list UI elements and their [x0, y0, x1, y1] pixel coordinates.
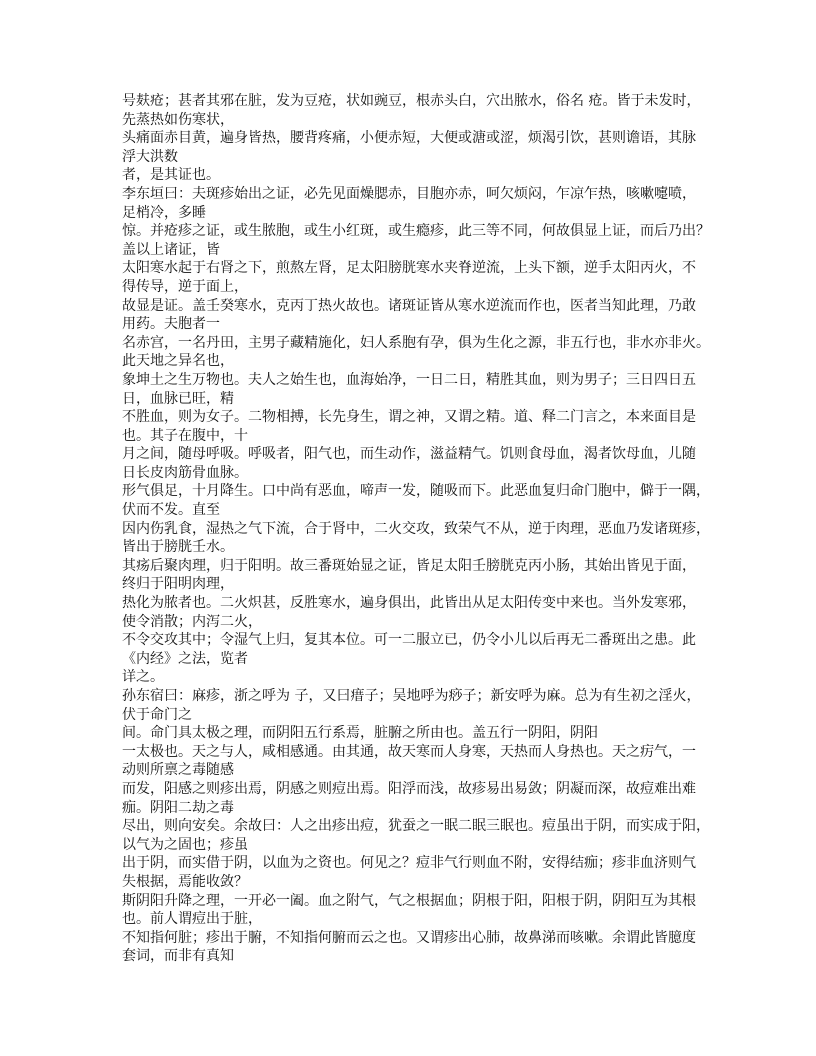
paragraph: [122, 408, 702, 445]
text-line: 其疡后聚肉理，归于阳明。故三番斑始显之证，皆足太阳壬膀胱克丙小肠，其始出皆见于面，: [122, 557, 696, 574]
text-line: 也。其子在腹中，十: [122, 427, 248, 444]
text-line: 斯阴阳升降之理，一开必一阖。血之附气，气之根据血；阴根于阳，阳根于阴，阴阳互为其根: [122, 892, 696, 909]
text-line: 也。前人谓痘出于脏，: [122, 911, 262, 928]
text-line: 故显是证。盖壬癸寒水，克丙丁热火故也。诸斑证皆从寒水逆流而作也，医者当知此理，乃敢: [122, 297, 696, 314]
paragraph: [122, 817, 710, 854]
paragraph: [122, 892, 702, 929]
paragraph: [122, 687, 702, 724]
paragraph: [122, 724, 702, 743]
paragraph: [122, 371, 702, 408]
text-line: 名赤宫，一名丹田，主男子藏精施化，妇人系胞有孕，俱为生化之源，非五行也，非水亦非火。: [122, 334, 710, 351]
text-line: 皆出于膀胱壬水。: [122, 539, 234, 556]
paragraph: [122, 259, 702, 296]
text-line: 因内伤乳食，湿热之气下流，合于肾中，二火交攻，致荣气不从，逆于肉理，恶血乃发诸斑疹，: [122, 520, 710, 537]
text-line: 日，血脉已旺，精: [122, 390, 234, 407]
paragraph: [122, 129, 702, 166]
text-line: 不胜血，则为女子。二物相搏，长先身生，谓之神，又谓之精。道、释二门言之，本来面目是: [122, 409, 696, 426]
paragraph: [122, 222, 710, 259]
paragraph: [122, 743, 702, 780]
paragraph: [122, 166, 702, 185]
text-line: 浮大洪数: [122, 148, 178, 165]
text-line: 太阳寒水起于右肾之下，煎熬左肾，足太阳膀胱寒水夹脊逆流，上头下额，逆手太阳丙火，不: [122, 260, 696, 277]
paragraph: [122, 297, 702, 334]
text-line: 用药。夫胞者一: [122, 316, 220, 333]
text-line: 伏于命门之: [122, 706, 192, 723]
paragraph: [122, 631, 702, 668]
paragraph: [122, 334, 710, 371]
text-line: 月之间，随母呼吸。呼吸者，阳气也，而生动作，滋益精气。饥则食母血，渴者饮母血，儿随: [122, 446, 696, 463]
text-line: 终归于阳明肉理，: [122, 576, 234, 593]
text-line: 形气俱足，十月降生。口中尚有恶血，啼声一发，随吸而下。此恶血复归命门胞中，僻于一隅，: [122, 483, 710, 500]
paragraph: [122, 780, 702, 817]
text-line: 者，是其证也。: [122, 167, 220, 184]
paragraph: [122, 557, 702, 594]
text-line: 套词，而非有真知: [122, 948, 234, 965]
text-line: 李东垣曰：夫斑疹始出之证，必先见面燥腮赤，目胞亦赤，呵欠烦闷，乍凉乍热，咳嗽嚏喷，: [122, 185, 696, 202]
document-body: [122, 92, 710, 966]
text-line: 号麸疮；甚者其邪在脏，发为豆疮，状如豌豆，根赤头白，穴出脓水，俗名 疮。皆于未发时，: [122, 93, 701, 109]
text-line: 出于阴，而实借于阴，以血为之资也。何见之？痘非气行则血不附，安得结痂；疹非血济则气: [122, 855, 696, 872]
paragraph: [122, 520, 710, 557]
paragraph: [122, 445, 702, 482]
text-line: 象坤土之生万物也。夫人之始生也，血海始净，一日二日，精胜其血，则为男子；三日四日五: [122, 371, 696, 388]
paragraph: [122, 668, 702, 687]
paragraph: [122, 594, 702, 631]
text-line: 孙东宿曰：麻疹，浙之呼为 子，又曰瘄子；吴地呼为痧子；新安呼为麻。总为有生初之淫火，: [122, 688, 701, 704]
text-line: 详之。: [122, 669, 164, 686]
text-line: 日长皮肉筋骨血脉。: [122, 464, 248, 481]
paragraph: [122, 482, 710, 519]
text-line: 间。命门具太极之理，而阴阳五行系焉，脏腑之所由也。盖五行一阴阳，阴阳: [122, 725, 598, 742]
text-line: 热化为脓者也。二火炽甚，反胜寒水，遍身俱出，此皆出从足太阳传变中来也。当外发寒邪，: [122, 595, 696, 612]
text-line: 以气为之固也；疹虽: [122, 836, 248, 853]
text-line: 失根据，焉能收敛？: [122, 873, 248, 890]
text-line: 得传导，逆于面上，: [122, 278, 248, 295]
text-line: 动则所禀之毒随感: [122, 762, 234, 779]
text-line: 一太极也。天之与人，咸相感通。由其通，故天寒而人身寒，天热而人身热也。天之疠气，一: [122, 743, 696, 760]
paragraph: [122, 854, 702, 891]
text-line: 先蒸热如伤寒状，: [122, 111, 234, 128]
text-line: 痂。阴阳二劫之毒: [122, 799, 234, 816]
paragraph: [122, 929, 702, 966]
text-line: 《内经》之法，览者: [122, 650, 248, 667]
text-line: 足梢冷，多睡: [122, 204, 206, 221]
document-page: [122, 92, 710, 966]
text-line: 盖以上诸证，皆: [122, 241, 220, 258]
text-line: 头痛面赤目黄，遍身皆热，腰背疼痛，小便赤短，大便或溏或涩，烦渴引饮，甚则谵语，其脉: [122, 130, 696, 147]
text-line: 伏而不发。直至: [122, 502, 220, 519]
text-line: 尽出，则向安矣。余故曰：人之出疹出痘，犹蚕之一眠二眠三眠也。痘虽出于阴，而实成于阳，: [122, 818, 710, 835]
text-line: 而发，阳感之则疹出焉，阴感之则痘出焉。阳浮而浅，故疹易出易敛；阴凝而深，故痘难出难: [122, 780, 696, 797]
paragraph: [122, 92, 702, 129]
text-line: 使令消散；内泻二火，: [122, 613, 262, 630]
text-line: 不令交攻其中；令湿气上归，复其本位。可一二服立已，仍令小儿以后再无二番斑出之患。此: [122, 632, 696, 649]
text-line: 不知指何脏；疹出于腑，不知指何腑而云之也。又谓疹出心肺，故鼻涕而咳嗽。余谓此皆臆度: [122, 929, 696, 946]
paragraph: [122, 185, 702, 222]
text-line: 此天地之异名也，: [122, 353, 234, 370]
text-line: 惊。并疮疹之证，或生脓胞，或生小红斑，或生瘾疹，此三等不同，何故俱显上证，而后乃出？: [122, 223, 710, 240]
